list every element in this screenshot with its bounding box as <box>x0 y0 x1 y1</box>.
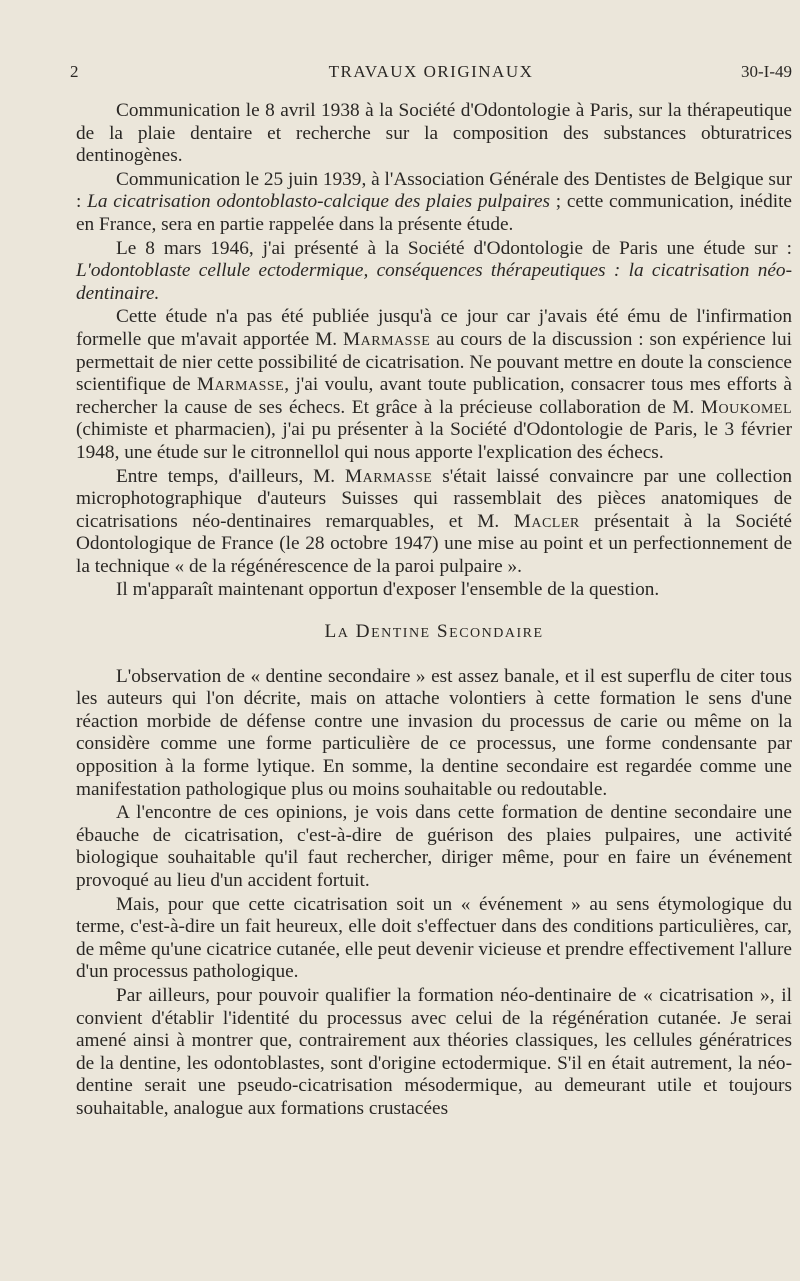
paragraph: L'observation de « dentine secondaire » est assez banale, et il est superflu de citer tous les auteurs qui l'on décrite, mais on attache volontiers à cette formation le sens d'une réaction morbide de défense contre une invasion du processus de carie ou même on la considère comme une forme particulière de ce processus, une forme condensante par opposition à la forme lytique. En somme, la dentine secondaire est regardée comme une manifestation pathologique plus ou moins souhaitable ou redoutable. <box>76 665 792 800</box>
paragraph-text: Entre temps, d'ailleurs, M. <box>116 465 346 487</box>
author-name: Marmasse <box>343 328 431 350</box>
page-number: 2 <box>70 62 79 81</box>
cited-title: L'odontoblaste cellule ectodermique, conséquences thérapeutiques : la cicatrisation néo-dentinaire. <box>76 260 792 304</box>
paragraph: Mais, pour que cette cicatrisation soit un « événement » au sens étymologique du terme, c'est-à-dire un fait heureux, elle doit s'effectuer dans des conditions particulières, car, de même qu'une cicatrice cutanée, elle peut devenir vicieuse et prendre effectivement l'allure d'un processus pathologique. <box>76 893 792 983</box>
paragraph-text: au cours de la discussion : son expérience lui permettait de nier cette possibilité de cicatrisation. Ne pouvant mettre en doute la conscience scientifique de <box>76 328 792 396</box>
paragraph <box>76 466 792 579</box>
paragraph <box>76 169 792 237</box>
author-name: Moukomel <box>700 396 792 418</box>
paragraph <box>76 100 792 168</box>
author-name: Marmasse <box>345 465 433 487</box>
paragraph-text: ; cette communication, inédite en France, sera en partie rappelée dans la présente étude. <box>76 191 792 235</box>
paragraph-text: Communication le 25 juin 1939, à l'Association Générale des Dentistes de Belgique sur : <box>76 168 792 213</box>
cited-title: La cicatrisation odontoblasto-calcique des plaies pulpaires <box>87 191 551 213</box>
paragraph-text: Le 8 mars 1946, j'ai présenté à la Société d'Odontologie de Paris une étude sur : <box>116 237 792 259</box>
paragraph <box>76 306 792 464</box>
paragraph <box>76 238 792 306</box>
section-title: La Dentine Secondaire <box>324 621 544 643</box>
issue-date: 30-I-49 <box>741 62 792 81</box>
paragraph-text: Communication le 8 avril 1938 à la Société d'Odontologie à Paris, sur la thérapeutique de la plaie dentaire et recherche sur la composition des substances obturatrices dentinogènes. <box>76 100 792 167</box>
paragraph <box>76 579 792 602</box>
paragraph-text: , j'ai voulu, avant toute publication, consacrer tous mes efforts à rechercher la cause de ses échecs. Et grâce à la précieuse collaboration de M. <box>76 374 792 418</box>
paragraph-text: Cette étude n'a pas été publiée jusqu'à ce jour car j'avais été ému de l'infirmation formelle que m'avait apportée M. <box>76 306 792 350</box>
article-body <box>76 100 792 1122</box>
paragraph-text: (chimiste et pharmacien), j'ai pu présenter à la Société d'Odontologie de Paris, le 3 février 1948, une étude sur le citronnellol qui nous apporte l'explication des échecs. <box>76 419 792 463</box>
running-header <box>70 62 792 86</box>
paragraph: Par ailleurs, pour pouvoir qualifier la formation néo-dentinaire de « cicatrisation », il convient d'établir l'identité du processus avec celui de la régénération cutanée. Je serai amené ainsi à montrer que, contrairement aux théories classiques, les cellules génératrices de la dentine, les odontoblastes, sont d'origine ectodermique. S'il en était autrement, la néo-dentine serait une pseudo-cicatrisation mésodermique, au demeurant utile et toujours souhaitable, analogue aux formations crustacées <box>76 984 792 1119</box>
paragraph-text: s'était laissé convaincre par une collection microphotographique d'auteurs Suisses qui rassemblait des pièces anatomiques de cicatrisations néo-dentinaires remarquables, et M. <box>76 465 792 532</box>
paragraph-text: Il m'apparaît maintenant opportun d'exposer l'ensemble de la question. <box>116 579 660 601</box>
paragraph-text: présentait à la Société Odontologique de France (le 28 octobre 1947) une mise au point et un perfectionnement de la technique « de la régénérescence de la paroi pulpaire ». <box>76 510 792 577</box>
paragraph: A l'encontre de ces opinions, je vois dans cette formation de dentine secondaire une ébauche de cicatrisation, c'est-à-dire de guérison des plaies pulpaires, une activité biologique souhaitable qu'il faut rechercher, diriger même, pour en faire un événement provoqué au lieu d'un accident fortuit. <box>76 802 792 891</box>
author-name: Marmasse <box>196 374 285 396</box>
author-name: Macler <box>513 510 580 532</box>
journal-title: TRAVAUX ORIGINAUX <box>328 62 534 81</box>
